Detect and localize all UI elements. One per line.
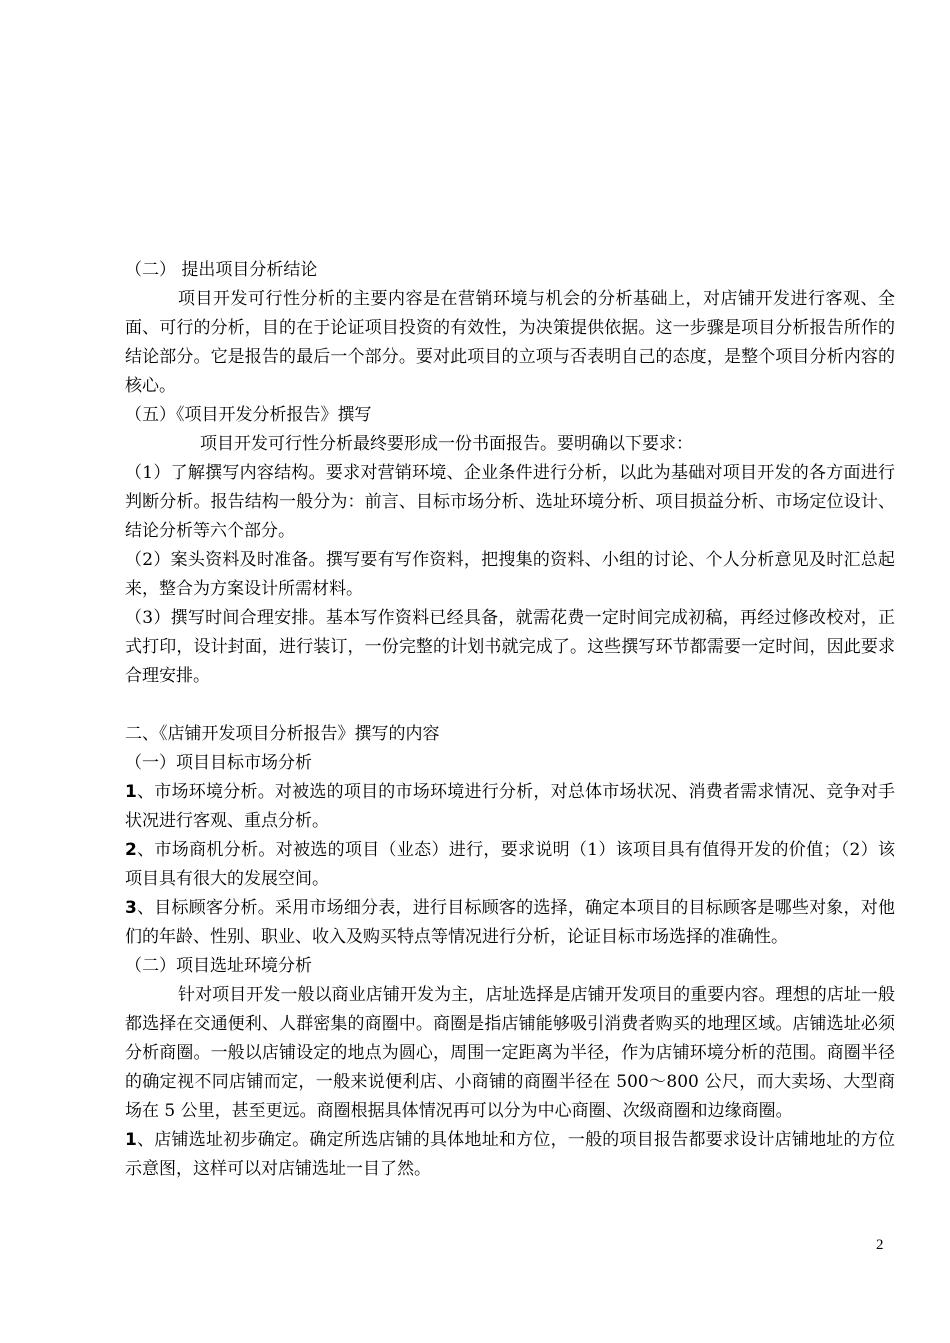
item-text: 、市场商机分析。对被选的项目（业态）进行，要求说明（1）该项目具有值得开发的价值；（2）该项目具有很大的发展空间。 <box>125 840 895 889</box>
list-item: （2）案头资料及时准备。撰写要有写作资料，把搜集的资料、小组的讨论、个人分析意见及时汇总起来，整合为方案设计所需材料。 <box>125 550 895 599</box>
item-text: 、目标顾客分析。采用市场细分表，进行目标顾客的选择，确定本项目的目标顾客是哪些对象，对他们的年龄、性别、职业、收入及购买特点等情况进行分析，论证目标市场选择的准确性。 <box>125 898 895 947</box>
list-item: （1）了解撰写内容结构。要求对营销环境、企业条件进行分析，以此为基础对项目开发的各方面进行判断分析。报告结构一般分为：前言、目标市场分析、选址环境分析、项目损益分析、市场定位设计、结论分析等六个部分。 <box>125 463 895 541</box>
section-heading: （二） 提出项目分析结论 <box>125 260 318 280</box>
item-number: 1 <box>125 782 137 802</box>
section-heading: （五）《项目开发分析报告》撰写 <box>125 405 372 425</box>
document-body <box>125 256 895 1184</box>
blank-line <box>125 691 895 720</box>
list-item: （3）撰写时间合理安排。基本写作资料已经具备，就需花费一定时间完成初稿，再经过修改校对，正式打印，设计封面，进行装订，一份完整的计划书就完成了。这些撰写环节都需要一定时间，因此要求合理安排。 <box>125 608 895 686</box>
page-number: 2 <box>876 1237 884 1253</box>
item-number: 1 <box>125 1130 137 1150</box>
body-paragraph: 针对项目开发一般以商业店铺开发为主，店址选择是店铺开发项目的重要内容。理想的店址一般都选择在交通便利、人群密集的商圈中。商圈是指店铺能够吸引消费者购买的地理区域。店铺选址必须分析商圈。一般以店铺设定的地点为圆心，周围一定距离为半径，作为店铺环境分析的范围。商圈半径的确定视不同店铺而定，一般来说便利店、小商铺的商圈半径在 500～800 公尺，而大卖场、大型商场在 5 公里，甚至更远。商圈根据具体情况再可以分为中心商圈、次级商圈和边缘商圈。 <box>125 985 895 1121</box>
item-text: 、店铺选址初步确定。确定所选店铺的具体地址和方位，一般的项目报告都要求设计店铺地址的方位示意图，这样可以对店铺选址一目了然。 <box>125 1130 895 1179</box>
item-number: 2 <box>125 840 137 860</box>
section-heading: （一）项目目标市场分析 <box>125 753 312 773</box>
body-paragraph: 项目开发可行性分析的主要内容是在营销环境与机会的分析基础上，对店铺开发进行客观、全面、可行的分析，目的在于论证项目投资的有效性，为决策提供依据。这一步骤是项目分析报告所作的结论部分。它是报告的最后一个部分。要对此项目的立项与否表明自己的态度，是整个项目分析内容的核心。 <box>125 289 895 396</box>
numbered-item <box>125 894 895 952</box>
body-paragraph: 项目开发可行性分析最终要形成一份书面报告。要明确以下要求： <box>200 434 693 454</box>
numbered-item <box>125 836 895 894</box>
section-heading: （二）项目选址环境分析 <box>125 956 312 976</box>
item-number: 3 <box>125 898 137 918</box>
chapter-heading: 二、《店铺开发项目分析报告》撰写的内容 <box>125 724 440 744</box>
item-text: 、市场环境分析。对被选的项目的市场环境进行分析，对总体市场状况、消费者需求情况、竞争对手状况进行客观、重点分析。 <box>125 782 895 831</box>
numbered-item <box>125 1126 895 1184</box>
numbered-item <box>125 778 895 836</box>
